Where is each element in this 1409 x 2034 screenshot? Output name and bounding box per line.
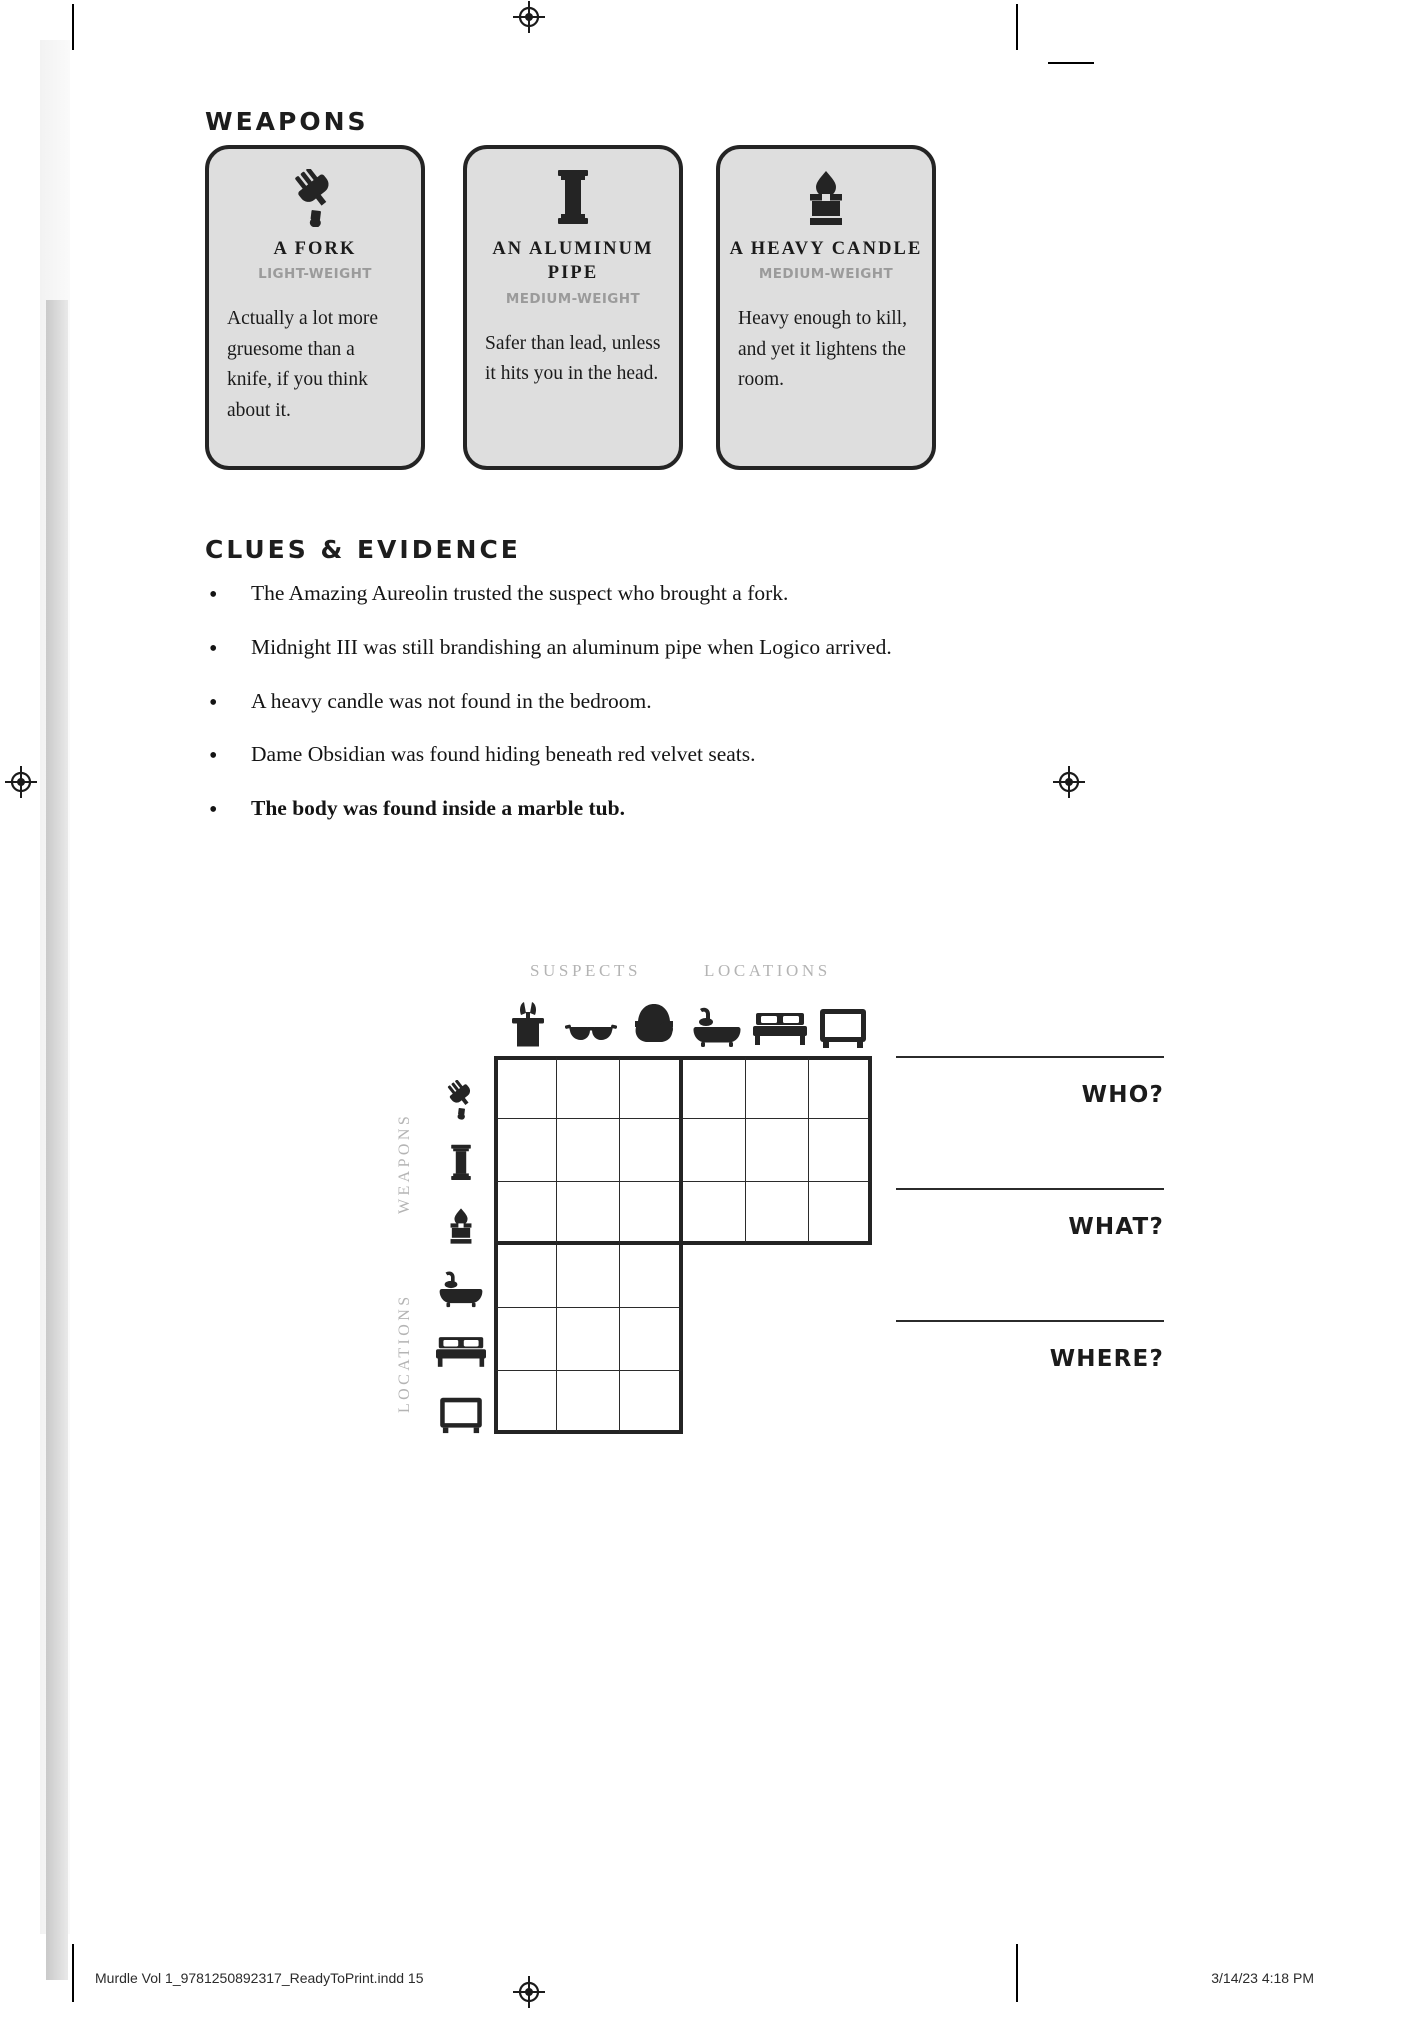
grid-cell[interactable] bbox=[746, 1182, 809, 1245]
page-footer bbox=[0, 1970, 1409, 2010]
fork-icon bbox=[209, 167, 421, 229]
row-group-label-weapons: WEAPONS bbox=[396, 1112, 413, 1214]
clue-text: Dame Obsidian was found hiding beneath red velvet seats. bbox=[251, 742, 756, 767]
grid-row bbox=[494, 1308, 872, 1371]
television-icon bbox=[811, 997, 874, 1049]
grid-cell[interactable] bbox=[620, 1245, 683, 1308]
bullet-icon: • bbox=[209, 689, 218, 716]
clue-list bbox=[205, 578, 965, 847]
grid-cell-blank bbox=[809, 1245, 872, 1308]
weapon-card-list bbox=[205, 145, 945, 475]
grid-cell-blank bbox=[683, 1308, 746, 1371]
grid-cell[interactable] bbox=[746, 1119, 809, 1182]
weapon-description: Safer than lead, unless it hits you in the head. bbox=[485, 332, 661, 385]
grid-cell[interactable] bbox=[494, 1245, 557, 1308]
weapon-weight: MEDIUM-WEIGHT bbox=[505, 290, 641, 307]
detective-hat-icon bbox=[622, 997, 685, 1049]
answer-label: WHAT? bbox=[1068, 1214, 1164, 1240]
clue-item bbox=[205, 739, 965, 774]
weapon-name: A HEAVY CANDLE bbox=[729, 239, 923, 259]
grid-cell[interactable] bbox=[494, 1182, 557, 1245]
clue-text: Midnight III was still brandishing an aluminum pipe when Logico arrived. bbox=[251, 634, 892, 659]
weapon-description: Heavy enough to kill, and yet it lightens the room. bbox=[738, 308, 907, 391]
clue-text: A heavy candle was not found in the bedroom. bbox=[251, 688, 652, 713]
grid-cell[interactable] bbox=[557, 1182, 620, 1245]
answer-field-where[interactable] bbox=[896, 1320, 1164, 1452]
grid-cell[interactable] bbox=[494, 1371, 557, 1434]
footer-crop-right bbox=[1016, 1944, 1018, 1980]
grid-cell[interactable] bbox=[620, 1119, 683, 1182]
grid-cell-blank bbox=[746, 1308, 809, 1371]
grid-row bbox=[494, 1119, 872, 1182]
answer-label: WHO? bbox=[1081, 1082, 1164, 1108]
clue-item bbox=[205, 632, 965, 667]
grid-cell-blank bbox=[809, 1371, 872, 1434]
clue-text: The Amazing Aureolin trusted the suspect who brought a fork. bbox=[251, 581, 789, 605]
footer-timestamp: 3/14/23 4:18 PM bbox=[1211, 1970, 1314, 1986]
grid-cell[interactable] bbox=[620, 1056, 683, 1119]
bullet-icon: • bbox=[209, 635, 218, 662]
bed-icon bbox=[434, 1320, 488, 1383]
grid-cell-blank bbox=[746, 1245, 809, 1308]
grid-cell[interactable] bbox=[683, 1182, 746, 1245]
grid-cell[interactable] bbox=[557, 1056, 620, 1119]
grid-cell[interactable] bbox=[746, 1056, 809, 1119]
grid-column-headers bbox=[496, 997, 874, 1049]
grid-cell-blank bbox=[683, 1245, 746, 1308]
weapon-weight: LIGHT-WEIGHT bbox=[258, 266, 372, 283]
footer-crop-left bbox=[72, 1944, 74, 1980]
grid-cell[interactable] bbox=[557, 1245, 620, 1308]
grid-row bbox=[494, 1245, 872, 1308]
bullet-icon: • bbox=[209, 797, 218, 824]
fork-icon bbox=[434, 1068, 488, 1131]
footer-filename: Murdle Vol 1_9781250892317_ReadyToPrint.indd 15 bbox=[95, 1970, 424, 1986]
grid-cell[interactable] bbox=[809, 1182, 872, 1245]
aluminum-pipe-icon bbox=[434, 1131, 488, 1194]
answer-field-what[interactable] bbox=[896, 1188, 1164, 1320]
deduction-grid bbox=[196, 950, 1206, 1470]
grid-cell-blank bbox=[809, 1308, 872, 1371]
answer-label: WHERE? bbox=[1049, 1346, 1164, 1372]
weapon-description: Actually a lot more gruesome than a knife, if you think about it. bbox=[227, 308, 379, 421]
grid-cell[interactable] bbox=[620, 1182, 683, 1245]
grid-cell[interactable] bbox=[494, 1119, 557, 1182]
column-group-label-locations: LOCATIONS bbox=[704, 961, 831, 980]
grid-cell[interactable] bbox=[494, 1308, 557, 1371]
grid-cell[interactable] bbox=[620, 1371, 683, 1434]
candle-icon bbox=[720, 167, 932, 229]
answer-lines bbox=[896, 1056, 1164, 1452]
grid-row bbox=[494, 1371, 872, 1434]
grid-cell[interactable] bbox=[683, 1056, 746, 1119]
clue-item bbox=[205, 793, 965, 828]
grid-cell[interactable] bbox=[494, 1056, 557, 1119]
grid-cell-blank bbox=[746, 1371, 809, 1434]
clue-item bbox=[205, 578, 965, 613]
grid-row bbox=[494, 1056, 872, 1119]
grid-cell[interactable] bbox=[809, 1056, 872, 1119]
row-group-label-locations: LOCATIONS bbox=[396, 1293, 413, 1413]
grid-cell[interactable] bbox=[557, 1308, 620, 1371]
grid-row bbox=[494, 1182, 872, 1245]
grid-cell[interactable] bbox=[557, 1371, 620, 1434]
candle-icon bbox=[434, 1194, 488, 1257]
grid-cell[interactable] bbox=[620, 1308, 683, 1371]
answer-write-line[interactable] bbox=[896, 1056, 1164, 1058]
grid-row-headers bbox=[434, 1068, 488, 1446]
bullet-icon: • bbox=[209, 582, 218, 608]
weapon-card[interactable] bbox=[716, 145, 936, 470]
grid-cell-blank bbox=[683, 1371, 746, 1434]
answer-field-who[interactable] bbox=[896, 1056, 1164, 1188]
bullet-icon: • bbox=[209, 743, 218, 770]
television-icon bbox=[434, 1383, 488, 1446]
clue-item bbox=[205, 686, 965, 721]
grid-cells bbox=[494, 1056, 872, 1434]
weapon-card[interactable] bbox=[205, 145, 425, 470]
grid-cell[interactable] bbox=[557, 1119, 620, 1182]
weapon-card[interactable] bbox=[463, 145, 683, 470]
weapon-name: AN ALUMINUM PIPE bbox=[492, 239, 654, 284]
weapons-section-title: WEAPONS bbox=[205, 107, 369, 136]
bathtub-icon bbox=[434, 1257, 488, 1320]
aluminum-pipe-icon bbox=[467, 167, 679, 229]
column-group-label-suspects: SUSPECTS bbox=[530, 961, 642, 980]
grid-cell[interactable] bbox=[809, 1119, 872, 1182]
weapon-name: A FORK bbox=[273, 239, 357, 259]
grid-cell[interactable] bbox=[683, 1119, 746, 1182]
clues-section-title: CLUES & EVIDENCE bbox=[205, 535, 521, 564]
answer-write-line[interactable] bbox=[896, 1188, 1164, 1190]
clue-text: The body was found inside a marble tub. bbox=[251, 796, 625, 821]
bathtub-icon bbox=[685, 997, 748, 1049]
sunglasses-icon bbox=[559, 997, 622, 1049]
weapon-weight: MEDIUM-WEIGHT bbox=[758, 266, 894, 283]
bed-icon bbox=[748, 997, 811, 1049]
magic-hat-icon bbox=[496, 997, 559, 1049]
answer-write-line[interactable] bbox=[896, 1320, 1164, 1322]
